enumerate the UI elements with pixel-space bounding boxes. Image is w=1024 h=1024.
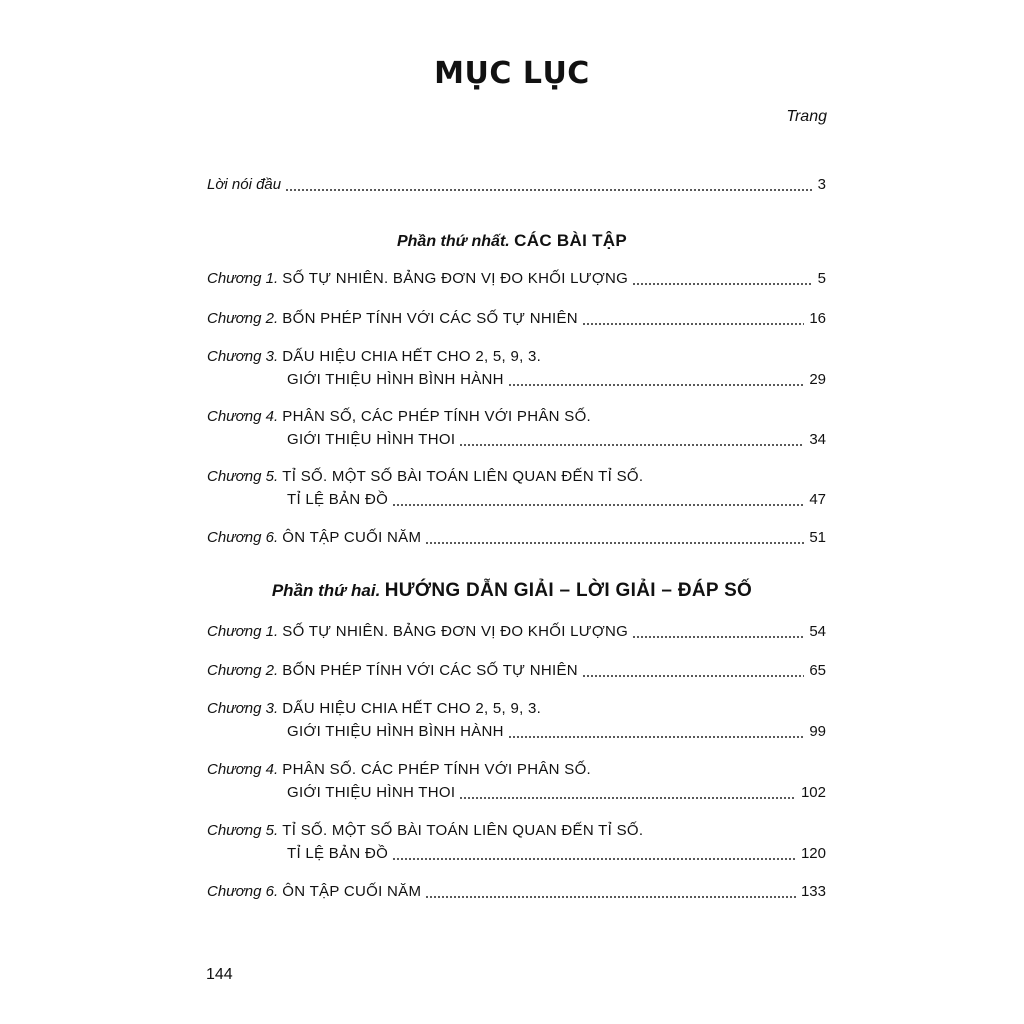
toc-entry-page: 34 <box>809 431 826 448</box>
leader-dots <box>285 189 813 191</box>
toc-chapter-subtitle: GIỚI THIỆU HÌNH THOI <box>287 431 456 448</box>
toc-chapter-subtitle: GIỚI THIỆU HÌNH THOI <box>287 784 456 801</box>
toc-entry-line2[interactable] <box>207 491 826 509</box>
toc-chapter-title: TỈ SỐ. MỘT SỐ BÀI TOÁN LIÊN QUAN ĐẾN TỈ SỐ. <box>282 822 644 839</box>
toc-entry-line2[interactable] <box>207 723 826 741</box>
toc-chapter-label: Chương 6. <box>207 529 279 546</box>
toc-chapter-label: Chương 4. <box>207 761 279 778</box>
toc-chapter-title: DẤU HIỆU CHIA HẾT CHO 2, 5, 9, 3. <box>282 700 542 717</box>
toc-entry[interactable] <box>207 270 826 288</box>
toc-chapter-label: Chương 2. <box>207 662 279 679</box>
section-label: Phần thứ hai. <box>271 581 381 600</box>
leader-dots <box>459 444 804 446</box>
toc-chapter-label: Chương 3. <box>207 348 279 365</box>
toc-entry-page: 16 <box>809 310 826 327</box>
toc-chapter-title: ÔN TẬP CUỐI NĂM <box>282 883 422 900</box>
toc-chapter-label: Chương 1. <box>207 270 279 287</box>
leader-dots <box>582 323 804 325</box>
leader-dots <box>392 858 796 860</box>
toc-entry-page: 29 <box>809 371 826 388</box>
toc-chapter-title: ÔN TẬP CUỐI NĂM <box>282 529 422 546</box>
toc-entry-line1[interactable] <box>207 822 826 840</box>
toc-entry-line2[interactable] <box>207 845 826 863</box>
toc-chapter-title: SỐ TỰ NHIÊN. BẢNG ĐƠN VỊ ĐO KHỐI LƯỢNG <box>282 623 629 640</box>
leader-dots <box>508 736 805 738</box>
toc-entry-line1[interactable] <box>207 348 826 366</box>
toc-chapter-title: PHÂN SỐ. CÁC PHÉP TÍNH VỚI PHÂN SỐ. <box>282 761 592 778</box>
toc-entry-line2[interactable] <box>207 371 826 389</box>
section-heading-part2 <box>0 580 1024 602</box>
toc-entry-line1[interactable] <box>207 468 826 486</box>
toc-chapter-subtitle: TỈ LỆ BẢN ĐỒ <box>287 845 389 862</box>
section-label: Phần thứ nhất. <box>396 233 510 250</box>
toc-entry-page: 120 <box>800 845 826 862</box>
toc-chapter-label: Chương 2. <box>207 310 279 327</box>
leader-dots <box>392 504 804 506</box>
toc-entry-page: 99 <box>809 723 826 740</box>
toc-chapter-subtitle: GIỚI THIỆU HÌNH BÌNH HÀNH <box>287 723 504 740</box>
toc-entry[interactable] <box>207 883 826 901</box>
page-number: 144 <box>206 966 233 983</box>
toc-entry-page: 133 <box>800 883 826 900</box>
toc-chapter-title: SỐ TỰ NHIÊN. BẢNG ĐƠN VỊ ĐO KHỐI LƯỢNG <box>282 270 629 287</box>
toc-chapter-title: DẤU HIỆU CHIA HẾT CHO 2, 5, 9, 3. <box>282 348 542 365</box>
toc-entry-line1[interactable] <box>207 700 826 718</box>
toc-chapter-title: BỐN PHÉP TÍNH VỚI CÁC SỐ TỰ NHIÊN <box>282 310 578 327</box>
section-title: HƯỚNG DẪN GIẢI – LỜI GIẢI – ĐÁP SỐ <box>384 580 753 601</box>
toc-chapter-title: PHÂN SỐ, CÁC PHÉP TÍNH VỚI PHÂN SỐ. <box>282 408 592 425</box>
toc-entry-label: Lời nói đầu <box>207 176 282 193</box>
toc-entry-page: 51 <box>809 529 826 546</box>
page-title: MỤC LỤC <box>434 56 590 91</box>
toc-entry-foreword[interactable] <box>207 176 826 194</box>
toc-entry-page: 3 <box>817 176 826 193</box>
section-heading-part1 <box>0 231 1024 251</box>
toc-entry[interactable] <box>207 623 826 641</box>
toc-entry-line1[interactable] <box>207 408 826 426</box>
leader-dots <box>508 384 805 386</box>
leader-dots <box>459 797 796 799</box>
toc-entry-line1[interactable] <box>207 761 826 779</box>
toc-chapter-label: Chương 4. <box>207 408 279 425</box>
leader-dots <box>632 636 804 638</box>
toc-chapter-label: Chương 6. <box>207 883 279 900</box>
toc-chapter-subtitle: GIỚI THIỆU HÌNH BÌNH HÀNH <box>287 371 504 388</box>
leader-dots <box>425 542 804 544</box>
toc-entry[interactable] <box>207 662 826 680</box>
toc-entry-page: 65 <box>809 662 826 679</box>
toc-entry-page: 47 <box>809 491 826 508</box>
toc-entry[interactable] <box>207 310 826 328</box>
section-title: CÁC BÀI TẬP <box>514 231 628 250</box>
toc-chapter-title: TỈ SỐ. MỘT SỐ BÀI TOÁN LIÊN QUAN ĐẾN TỈ SỐ. <box>282 468 644 485</box>
toc-chapter-label: Chương 5. <box>207 468 279 485</box>
toc-entry-page: 54 <box>809 623 826 640</box>
leader-dots <box>425 896 796 898</box>
leader-dots <box>632 283 813 285</box>
toc-chapter-label: Chương 5. <box>207 822 279 839</box>
toc-chapter-label: Chương 3. <box>207 700 279 717</box>
toc-entry-page: 5 <box>817 270 826 287</box>
toc-chapter-label: Chương 1. <box>207 623 279 640</box>
toc-entry-line2[interactable] <box>207 431 826 449</box>
page-column-label: Trang <box>786 108 827 125</box>
leader-dots <box>582 675 804 677</box>
toc-entry-page: 102 <box>800 784 826 801</box>
toc-chapter-subtitle: TỈ LỆ BẢN ĐỒ <box>287 491 389 508</box>
toc-entry-line2[interactable] <box>207 784 826 802</box>
toc-chapter-title: BỐN PHÉP TÍNH VỚI CÁC SỐ TỰ NHIÊN <box>282 662 578 679</box>
toc-entry[interactable] <box>207 529 826 547</box>
